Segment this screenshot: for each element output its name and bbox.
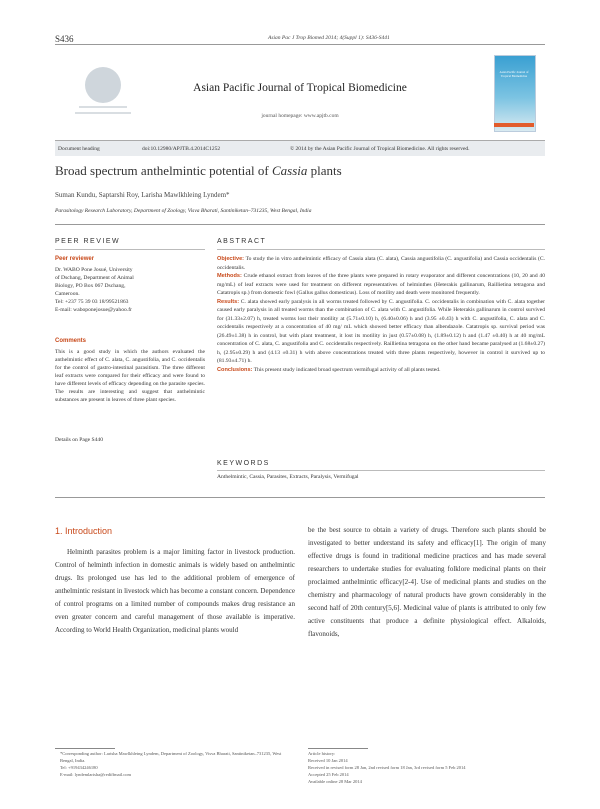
corresponding-tel: Tel: +919434246180	[60, 765, 98, 770]
methods-label: Methods:	[217, 273, 242, 279]
peer-reviewer-details	[55, 266, 205, 314]
affiliation: Parasitology Research Laboratory, Department of Zoology, Visva Bharati, Santiniketan–731235, West Bengal, India	[55, 208, 312, 214]
journal-homepage[interactable]: journal homepage: www.apjtb.com	[261, 113, 339, 119]
history-heading: Article history:	[308, 751, 336, 756]
footnote-rule-left	[55, 748, 115, 749]
title-genus: Cassia	[271, 163, 308, 178]
reviewer-line: Dr. WABO Pone Josué, University	[55, 267, 133, 273]
reviewer-line: Cameroon.	[55, 291, 80, 297]
abstract-heading: ABSTRACT	[217, 238, 267, 245]
history-accepted: Accepted 25 Feb 2014	[308, 772, 349, 777]
document-heading: Document heading	[58, 146, 100, 152]
reviewer-line: Tel: +237 75 39 03 18/99521863	[55, 299, 129, 305]
journal-cover-strip	[494, 123, 534, 127]
journal-cover-title: Asian Pacific Journal of Tropical Biomedicine	[499, 70, 529, 78]
page-number: S436	[55, 34, 74, 44]
reviewer-line: of Dschang, Department of Animal	[55, 275, 134, 281]
front-matter-rule	[55, 497, 545, 498]
reviewer-email[interactable]: E-mail: waboponejosue@yahoo.fr	[55, 307, 132, 313]
comments-heading: Comments	[55, 338, 87, 344]
running-head: Asian Pac J Trop Biomed 2014; 4(Suppl 1): S436-S441	[268, 35, 390, 41]
doi[interactable]: doi:10.12980/APJTB.4.2014C1252	[142, 146, 221, 152]
corresponding-email[interactable]: E-mail: lyndemlarisha@rediffmail.com	[60, 772, 132, 777]
corresponding-text: *Corresponding author: Larisha Mawlkhleing Lyndem, Department of Zoology, Visva Bharati, Santiniketan–731235, West Bengal, India.	[60, 751, 282, 763]
objective-text: To study the in vitro anthelmintic efficacy of Cassia alata (C. alata), Cassia angustifolia (C. angustifolia) and Cassia occidentalis (C. occidentalis.	[217, 256, 545, 271]
methods-text: Crude ethanol extract from leaves of the three plants were prepared in rotary evaporator and different concentrations (10, 20 and 40 mg/mL) of leaf extracts were used for treatment on different representatives of helminthes (Heterakis gallinarum, Raillietina tetragona and Catatropis sp.) from domestic fowl (Gallus gallus domesticus). Loss of motility and death were monitored frequently.	[217, 273, 545, 296]
authors: Suman Kundu, Saptarshi Roy, Larisha Mawlkhleing Lyndem*	[55, 191, 230, 199]
publisher-logo-icon	[55, 55, 151, 129]
objective-label: Objective:	[217, 256, 245, 262]
copyright: © 2014 by the Asian Pacific Journal of Tropical Biomedicine. All rights reserved.	[290, 146, 470, 152]
introduction-heading: 1. Introduction	[55, 526, 113, 536]
details-link[interactable]: Details on Page S440	[55, 437, 104, 443]
reviewer-line: Biology, PO Box 067 Dschang,	[55, 283, 126, 289]
abstract-body	[217, 255, 545, 374]
history-revised: Received in revised form 28 Jan, 2nd revised form 18 Jan, 3rd revised form 5 Feb 2014	[308, 765, 466, 770]
peer-review-rule	[55, 249, 205, 250]
history-received: Received 10 Jan 2014	[308, 758, 348, 763]
abstract-conclusions	[217, 366, 545, 375]
title-suffix: plants	[307, 163, 342, 178]
top-rule	[55, 44, 545, 45]
results-label: Results:	[217, 298, 240, 305]
journal-cover-image	[494, 55, 536, 132]
peer-review-heading: PEER REVIEW	[55, 238, 121, 245]
keywords-heading: KEYWORDS	[217, 460, 270, 467]
title-prefix: Broad spectrum anthelmintic potential of	[55, 163, 272, 178]
title-rule	[55, 224, 545, 225]
corresponding-author-footnote	[60, 750, 295, 778]
conclusions-label: Conclusions:	[217, 366, 253, 373]
intro-right-column: be the best source to obtain a variety of drugs. Therefore such plants should be investigated to better understand its safety and efficacy[1]. The origin of many effective drugs is found in traditional medicine practices and has made several researchers to undertake studies for evaluating folklore medicinal plants on their proclaimed anthelmintic efficacy[2-4]. Use of medicinal plants and studies on the chemistry and pharmacology of natural products have grown considerably in the second half of 20th century[5,6]. Medicinal value of plants is attributed to only few active constituents that produce a definite physiological effect. Alkaloids, flavonoids,	[308, 526, 546, 638]
intro-left-column: Helminth parasites problem is a major limiting factor in livestock production. Control of helminth infection in domestic animals is widely based on anthelmintic drugs. Its prolonged use has led to the additional problem of emergence of anthelmintic resistant in livestock which has become a constant concern. Dependence of control programs on a limited number of compounds makes drug resistance an even greater concern and careful management of those available is imperative. According to World Health Organization, medicinal plants would	[55, 548, 295, 634]
peer-reviewer-heading: Peer reviewer	[55, 256, 95, 262]
peer-comments: This is a good study in which the authors evaluated the anthelmintic effect of C. alata, C. angustifolia, and C. occidentalis for the control of gastro-intestinal parasitism. The three different leaf extracts were compared for their efficacy and were found to have different levels of efficacy depending on the parasite species. The results are interesting and suggest that anthelmintic substances are present in leaves of three plant species.	[55, 349, 205, 403]
abstract-rule	[217, 249, 545, 250]
abstract-methods	[217, 272, 545, 298]
article-title	[55, 163, 342, 179]
conclusions-text: This present study indicated broad spectrum vermifugal activity of all plants tested.	[253, 366, 441, 373]
abstract-results	[217, 298, 545, 366]
abstract-objective	[217, 255, 545, 272]
article-history	[308, 750, 546, 785]
keywords-rule	[217, 470, 545, 471]
footnote-rule-right	[308, 748, 368, 749]
journal-title: Asian Pacific Journal of Tropical Biomedicine	[193, 82, 407, 94]
results-text: C. alata showed early paralysis in all worms treated followed by C. angustifolia. C. occidentalis in combination with C. alata together caused early paralysis in all treated worms than the combination of C. alata with C. angustifolia. While Heterakis gallinarum in control survived for (31.33±2.07) h, treated worms lost their motility at (5.71±0.10) h, (6.40±0.06) h and (3.95 ±0.43) h with C. angustifolia, C. alata and C. occidentalis respectively at a concentration of 40 mg/ mL which showed better efficacy than albendazole. Catatropis sp. survival period was (26.49±1.38) h in control, but with plant treatment, it lost its motility in just (0.57±0.08) h, (1.89±0.12) h and (1.47 ±0.40) h at 40 mg/mL concentration of C. alata, C. angustifolia and C. occidentalis respectively. Raillietina tetragona on the other hand became paralysed at (1.68±0.27) h, (2.95±0.29) h and (4.13 ±0.31) h with above concentrations treated with three plants respectively, however in control it survived up to (81.93±4.71) h.	[217, 298, 545, 364]
keywords-text: Anthelmintic, Cassia, Parasites, Extracts, Paralysis, Vermifugal	[217, 474, 359, 480]
history-available: Available online 28 Mar 2014	[308, 779, 362, 784]
